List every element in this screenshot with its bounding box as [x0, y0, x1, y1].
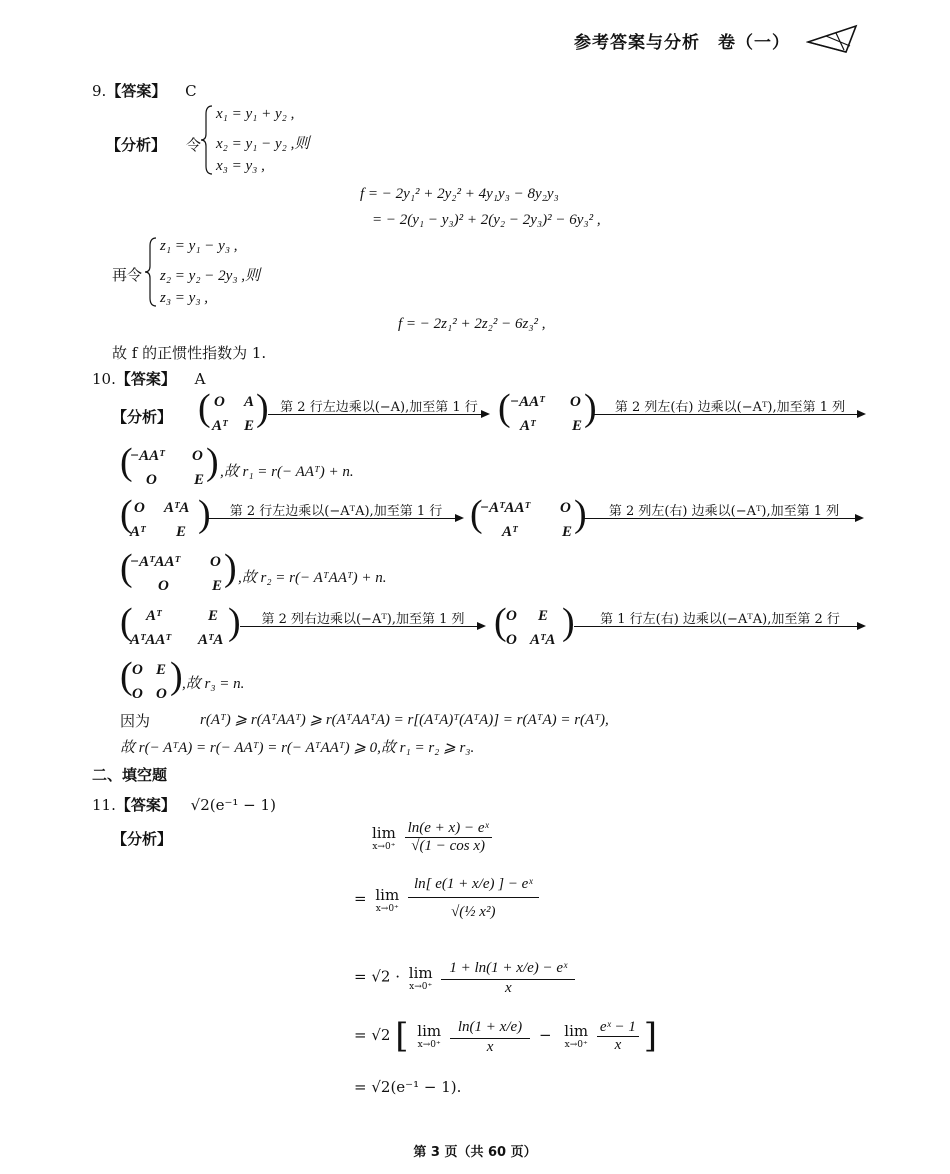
q9-sys1-row3: x₃ = y₃ , — [216, 158, 265, 174]
q9-answer: C — [185, 82, 197, 100]
q11-final: = √2(e⁻¹ − 1). — [354, 1078, 462, 1096]
q10-arrow-6-label: 第 1 行左(右) 边乘以(−AᵀA),加至第 2 行 — [600, 612, 840, 627]
q11-step3-denominator: x — [504, 980, 512, 996]
q11-lim-sub-5: x→0⁺ — [564, 1040, 588, 1050]
q11-answer-row — [92, 794, 276, 815]
q10-because-label: 因为 — [120, 712, 151, 730]
q9-brace-1 — [200, 104, 214, 176]
q10-answer-row — [92, 368, 206, 389]
q11-step3-prefix: = √2 · — [354, 967, 400, 986]
q10-arrow-1-label: 第 2 行左边乘以(−A),加至第 1 行 — [280, 400, 478, 415]
q9-answer-row — [92, 80, 197, 101]
q11-step4-denominator-a: x — [486, 1038, 494, 1055]
q11-step2-denominator: √(½ x²) — [451, 904, 496, 920]
q11-step3-numerator: 1 + ln(1 + x/e) − eˣ — [441, 958, 575, 980]
q9-sys2-row3: z₃ = y₃ , — [160, 290, 209, 306]
q11-step2-equals: = — [354, 889, 367, 908]
q11-lim-4: lim — [417, 1022, 442, 1040]
q9-brace-2 — [144, 236, 158, 308]
q9-sys1-row1: x₁ = y₁ + y₂ , — [216, 106, 295, 122]
q11-step4-denominator-b: x — [614, 1036, 622, 1053]
q11-lim-3: lim — [408, 963, 433, 982]
q11-step4-prefix: = √2 — [354, 1026, 391, 1044]
q11-lim-sub-4: x→0⁺ — [417, 1040, 441, 1050]
q10-arrow-5-label: 第 2 列右边乘以(−Aᵀ),加至第 1 列 — [261, 612, 465, 627]
q9-sys2-row2: z₂ = y₂ − 2y₃ ,则 — [160, 268, 261, 284]
q10-therefore: 故 r(− AᵀA) = r(− AAᵀ) = r(− AᵀAAᵀ) ⩾ 0,故 r₁ = r₂ ⩾ r₃. — [120, 740, 475, 756]
q9-let2: 再令 — [112, 266, 143, 284]
q11-step2 — [354, 872, 539, 927]
q11-step4-numerator-b: eˣ − 1 — [597, 1019, 639, 1037]
q10-because: r(Aᵀ) ⩾ r(AᵀAAᵀ) ⩾ r(AᵀAAᵀA) = r[(AᵀA)ᵀ(AᵀA)] = r(AᵀA) = r(Aᵀ), — [200, 712, 609, 728]
q9-f-line2: = − 2(y₁ − y₃)² + 2(y₂ − 2y₃)² − 6y₃² , — [372, 212, 601, 228]
q10-arrow-2-label: 第 2 列左(右) 边乘以(−Aᵀ),加至第 1 列 — [614, 400, 846, 415]
page-footer: 第 3 页（共 60 页） — [413, 1145, 537, 1160]
q11-lim-sub-1: x→0⁺ — [372, 841, 396, 852]
q11-lim-sub-2: x→0⁺ — [375, 903, 399, 914]
q9-number: 9. — [92, 82, 107, 100]
q9-sys2-row1: z₁ = y₁ − y₃ , — [160, 238, 238, 254]
q10-r3: ,故 r₃ = n. — [182, 676, 245, 692]
q10-answer-label: 【答案】 — [115, 370, 176, 388]
q11-step2-numerator: ln[ e(1 + x/e) ] − eˣ — [408, 872, 539, 898]
q11-analysis-label: 【分析】 — [112, 830, 173, 848]
q9-let: 令 — [186, 136, 202, 154]
q11-step1-denominator: √(1 − cos x) — [411, 838, 486, 854]
section-title-fill-in: 二、填空题 — [92, 766, 168, 784]
page-header-title: 参考答案与分析 卷（一） — [574, 33, 790, 53]
q11-step4-minus: − — [538, 1026, 552, 1044]
q10-number: 10. — [92, 370, 116, 388]
q11-answer-label: 【答案】 — [115, 796, 176, 814]
q11-step4: = √2 [ lim x→0⁺ $\frac{\ln(1 + x/e)}{x}$ − lim x→0⁺ $\frac{\text{eˣ − 1}}{x}$ ] — [354, 1016, 657, 1056]
q9-sys1-row2: x₂ = y₁ − y₂ ,则 — [216, 136, 310, 152]
q11-lim-2: lim — [375, 885, 400, 904]
q9-analysis-label: 【分析】 — [106, 136, 167, 154]
q11-answer: √2(e⁻¹ − 1) — [190, 796, 276, 814]
q10-answer: A — [194, 370, 206, 388]
q11-step1-numerator: ln(e + x) − eˣ — [405, 820, 492, 838]
q10-arrow-3-label: 第 2 行左边乘以(−AᵀA),加至第 1 行 — [229, 504, 443, 519]
q10-r1: ,故 r₁ = r(− AAᵀ) + n. — [220, 464, 354, 480]
paper-plane-logo-icon — [806, 24, 858, 54]
q11-step1 — [372, 820, 492, 855]
q9-f-line1: f = − 2y₁² + 2y₂² + 4y₁y₃ − 8y₂y₃ — [360, 186, 559, 202]
q10-arrow-4-label: 第 2 列左(右) 边乘以(−Aᵀ),加至第 1 列 — [608, 504, 840, 519]
q9-conclusion: 故 f 的正惯性指数为 1. — [112, 344, 267, 362]
q11-lim-sub-3: x→0⁺ — [409, 981, 433, 992]
q11-lim-1: lim — [372, 823, 396, 842]
q11-number: 11. — [92, 796, 116, 814]
q9-f-line3: f = − 2z₁² + 2z₂² − 6z₃² , — [398, 316, 546, 332]
q11-lim-5: lim — [564, 1022, 589, 1040]
q9-answer-label: 【答案】 — [106, 82, 167, 100]
q11-step3 — [354, 958, 575, 997]
q11-step4-numerator-a: ln(1 + x/e) — [450, 1017, 530, 1039]
q10-r2: ,故 r₂ = r(− AᵀAAᵀ) + n. — [238, 570, 387, 586]
q10-analysis-label: 【分析】 — [112, 408, 173, 426]
